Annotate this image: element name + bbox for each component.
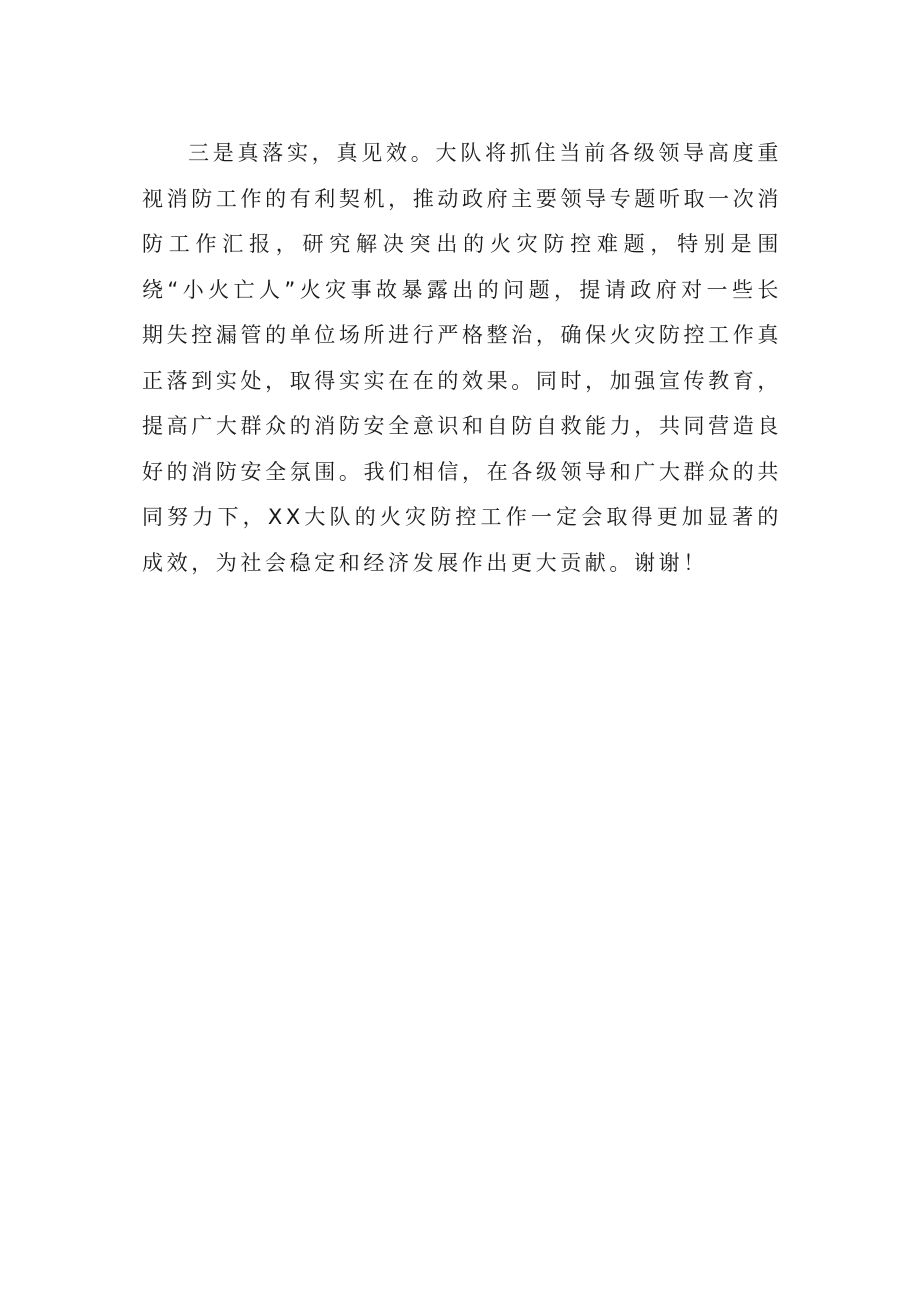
- body-paragraph: 三是真落实，真见效。大队将抓住当前各级领导高度重视消防工作的有利契机，推动政府主要领导专题听取一次消防工作汇报，研究解决突出的火灾防控难题，特别是围绕“小火亡人”火灾事故暴露出的问题，提请政府对一些长期失控漏管的单位场所进行严格整治，确保火灾防控工作真正落到实处，取得实实在在的效果。同时，加强宣传教育，提高广大群众的消防安全意识和自防自救能力，共同营造良好的消防安全氛围。我们相信，在各级领导和广大群众的共同努力下，XX大队的火灾防控工作一定会取得更加显著的成效，为社会稳定和经济发展作出更大贡献。谢谢！: [142, 141, 782, 575]
